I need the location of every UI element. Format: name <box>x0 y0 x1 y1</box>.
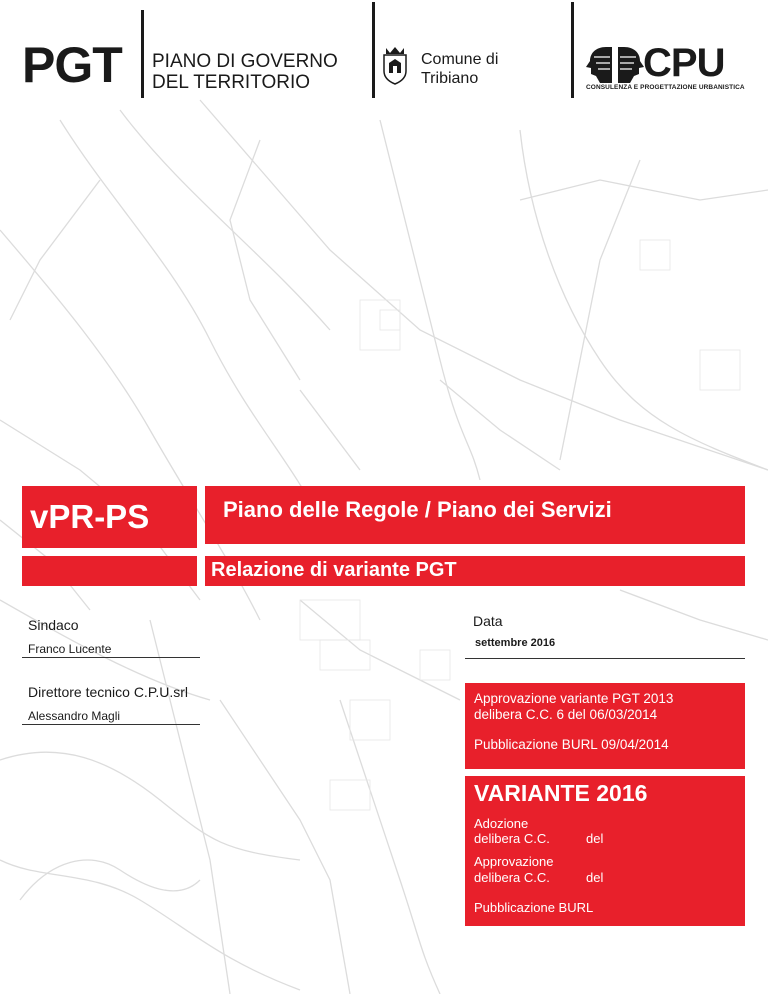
approvazione-2013-box <box>465 683 745 769</box>
cpu-tagline: CONSULENZA E PROGETTAZIONE URBANISTICA <box>586 84 745 91</box>
approvazione-del: del <box>586 870 604 885</box>
document-title-box <box>205 486 745 544</box>
approvazione-label: Approvazione <box>474 854 554 869</box>
direttore-label: Direttore tecnico C.P.U.srl <box>28 684 189 700</box>
pgt-logo: PGT <box>22 37 122 93</box>
approvazione-delibera: delibera C.C. <box>474 870 550 885</box>
direttore-underline <box>22 724 200 725</box>
approvazione-2013-line-2: delibera C.C. 6 del 06/03/2014 <box>474 707 658 722</box>
date-value: settembre 2016 <box>475 637 556 649</box>
document-code: vPR-PS <box>30 498 150 535</box>
header-divider <box>141 10 144 98</box>
adozione-del: del <box>586 831 604 846</box>
document-subtitle-box <box>205 556 745 586</box>
comune-line-2: Tribiano <box>421 70 479 87</box>
document-title: Piano delle Regole / Piano dei Servizi <box>223 497 612 522</box>
decorative-red-strip <box>22 556 197 586</box>
header-divider <box>571 2 574 98</box>
adozione-delibera: delibera C.C. <box>474 831 550 846</box>
approvazione-2013-line-3: Pubblicazione BURL 09/04/2014 <box>474 737 669 752</box>
pgt-subtitle <box>152 51 338 93</box>
sindaco-label: Sindaco <box>28 617 79 633</box>
variante-2016-box <box>465 776 745 926</box>
document-subtitle: Relazione di variante PGT <box>211 559 457 581</box>
approvazione-2013-line-1: Approvazione variante PGT 2013 <box>474 691 674 706</box>
date-underline <box>465 658 745 659</box>
pgt-line-1: PIANO DI GOVERNO <box>152 51 338 72</box>
cpu-profiles-logo-icon <box>584 43 646 83</box>
comune-name <box>421 50 498 88</box>
date-label: Data <box>473 613 503 629</box>
sindaco-name: Franco Lucente <box>28 642 112 656</box>
variante-title: VARIANTE 2016 <box>474 780 648 806</box>
sindaco-underline <box>22 657 200 658</box>
direttore-name: Alessandro Magli <box>28 709 121 723</box>
comune-crest-icon <box>380 45 410 85</box>
pgt-line-2: DEL TERRITORIO <box>152 72 311 93</box>
cpu-logo: CPU <box>643 41 725 85</box>
comune-line-1: Comune di <box>421 51 499 68</box>
document-code-box <box>22 486 197 548</box>
pubblicazione-burl: Pubblicazione BURL <box>474 900 594 915</box>
adozione-label: Adozione <box>474 816 529 831</box>
header-divider <box>372 2 375 98</box>
